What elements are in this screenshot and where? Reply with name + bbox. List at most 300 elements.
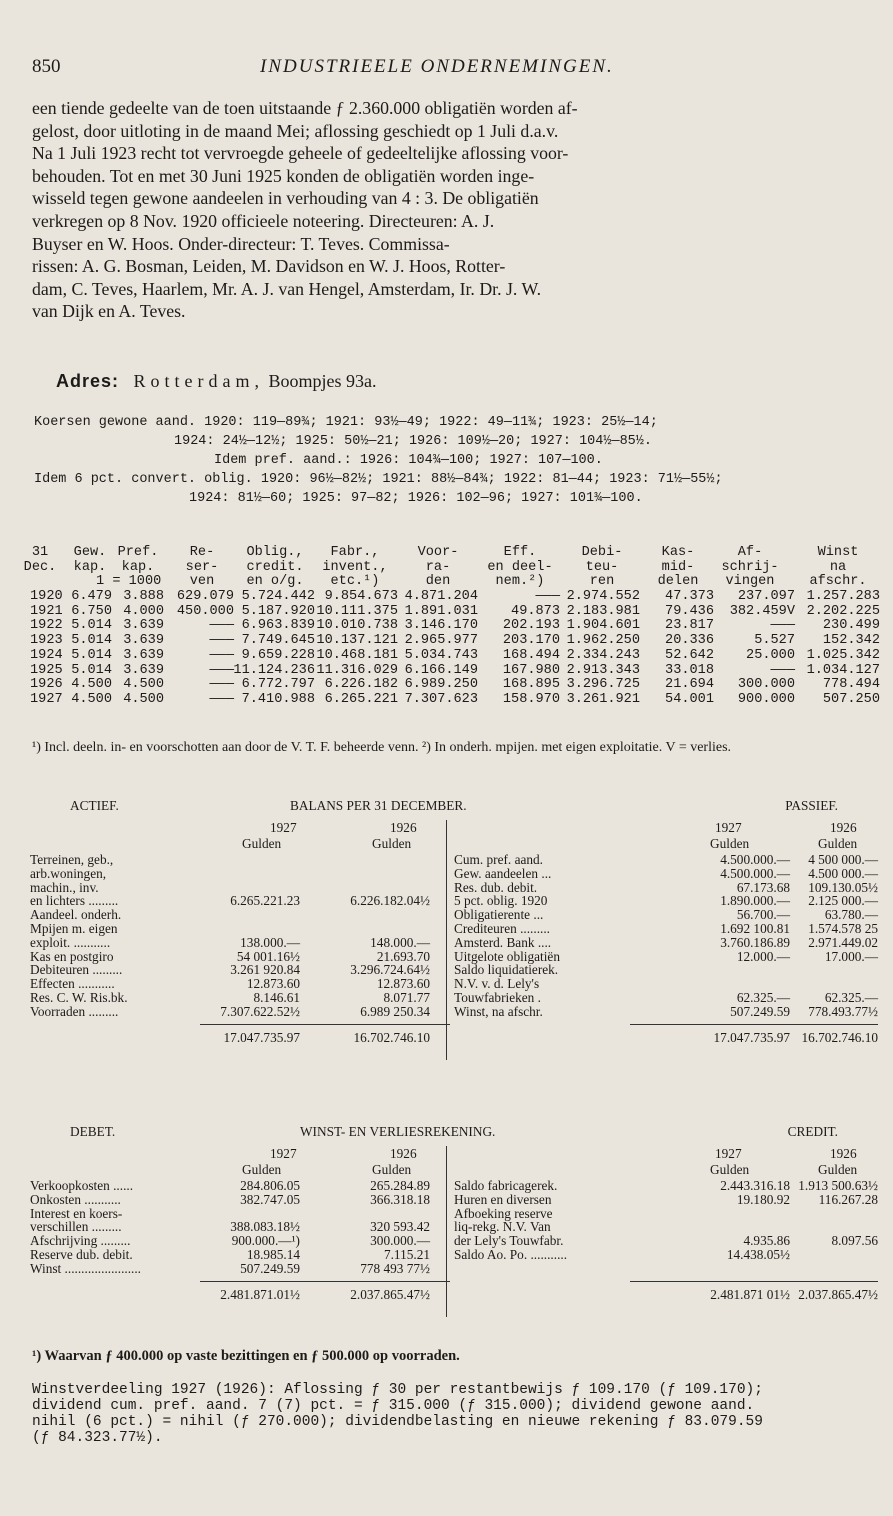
amount-current: 12.873.60 — [246, 976, 300, 992]
year-row — [30, 1146, 878, 1162]
column-header: invent., — [322, 559, 388, 575]
amount-current: 14.438.05½ — [726, 1246, 790, 1262]
amount-current: 54 001.16½ — [236, 948, 300, 964]
table-cell: 49.873 — [511, 603, 560, 619]
table-cell: 203.170 — [502, 633, 560, 649]
total-amount: 2.037.865.47½ — [350, 1286, 430, 1302]
table-cell: 450.000 — [176, 603, 234, 619]
debit-item: Afschrijving ......... — [30, 1233, 131, 1249]
intro-line: wisseld tegen gewone aandeelen in verhouding van 4 : 3. De obligatiën — [32, 188, 539, 209]
debit-item: Effecten ........... — [30, 976, 115, 992]
table-cell: 5.724.442 — [241, 589, 315, 605]
amount-previous: 17.000.— — [824, 948, 878, 964]
year-label: 1926 — [390, 820, 417, 835]
table-cell: 4.871.204 — [404, 589, 478, 605]
account-line — [30, 893, 878, 907]
table-cell: 9.854.673 — [324, 589, 398, 605]
account-line — [30, 852, 878, 866]
table-cell: 4.500 — [123, 691, 164, 707]
amount-current: 388.083.18½ — [230, 1219, 300, 1235]
column-header: Debi- — [581, 545, 623, 560]
page-number: 850 — [32, 56, 61, 77]
unit-row — [30, 1162, 878, 1178]
debit-item: arb.woningen, — [30, 865, 107, 881]
column-header: delen — [657, 574, 699, 590]
column-header: Re- — [189, 545, 215, 560]
column-header: teu- — [585, 559, 619, 575]
amount-previous: 116.267.28 — [818, 1191, 878, 1207]
account-line — [30, 880, 878, 894]
credit-item: Res. dub. debit. — [454, 879, 538, 895]
column-header: mid- — [661, 559, 695, 575]
credit-item: Uitgelote obligatiën — [454, 948, 560, 964]
amount-current: 900.000.—¹) — [231, 1233, 300, 1249]
credit-item: Crediteuren ......... — [454, 920, 551, 936]
table-header-row — [30, 546, 878, 561]
amount-previous: 1.913 500.63½ — [798, 1178, 878, 1193]
debit-item: Terreinen, geb., — [30, 852, 114, 867]
table-cell: 1924 — [30, 647, 63, 663]
distribution-line: (ƒ 84.323.77½). — [32, 1430, 163, 1446]
amount-current: 8.146.61 — [253, 989, 300, 1005]
right-heading: PASSIEF. — [785, 798, 838, 813]
column-header: Fabr., — [330, 545, 380, 560]
table-cell: 6.479 — [71, 589, 112, 605]
account-line — [30, 1261, 878, 1275]
total-amount: 17.047.735.97 — [713, 1029, 790, 1045]
account-heading — [30, 798, 878, 820]
total-amount: 16.702.746.10 — [801, 1029, 878, 1045]
table-cell: 168.494 — [502, 647, 560, 663]
table-cell: 300.000 — [737, 677, 795, 693]
column-header: Gew. — [73, 545, 107, 560]
table-cell: 54.001 — [665, 691, 714, 707]
table-cell: 6.265.221 — [324, 691, 398, 707]
column-header: ra- — [425, 559, 451, 575]
amount-current: 3.261 920.84 — [230, 962, 300, 978]
column-header: kap. — [121, 559, 155, 575]
debit-item: exploit. ........... — [30, 934, 111, 950]
amount-current: 7.307.622.52½ — [220, 1003, 300, 1019]
total-amount: 2.481.871 01½ — [710, 1286, 790, 1302]
table-cell: 1.891.031 — [404, 603, 478, 619]
table-cell: 1921 — [30, 603, 63, 619]
table-cell: 202.193 — [502, 618, 560, 634]
account-line — [30, 1219, 878, 1233]
table-row — [30, 649, 878, 664]
pl-footnote: ¹) Waarvan ƒ 400.000 op vaste bezittingen en ƒ 500.000 op voorraden. — [32, 1348, 460, 1364]
running-title: INDUSTRIEELE ONDERNEMINGEN. — [260, 56, 614, 77]
table-cell: 10.010.738 — [316, 618, 398, 634]
unit-label: Gulden — [242, 1162, 282, 1177]
table-cell: 5.014 — [71, 647, 112, 663]
column-header: ven — [189, 574, 215, 590]
amount-previous: 8.097.56 — [831, 1233, 878, 1249]
table-cell: 1922 — [30, 618, 63, 634]
table-cell: 5.034.743 — [404, 647, 478, 663]
amount-current: 1.890.000.— — [720, 893, 790, 909]
table-cell: ——— — [535, 589, 560, 605]
table-cell: ——— — [209, 677, 234, 693]
table-cell: 167.980 — [502, 662, 560, 678]
amount-current: 4.500.000.— — [720, 865, 790, 881]
column-header: Winst — [817, 545, 859, 560]
column-header: Pref. — [117, 545, 159, 560]
amount-current: 56.700.— — [736, 907, 790, 923]
intro-line: verkregen op 8 Nov. 1920 officieele noteering. Directeuren: A. J. — [32, 210, 495, 231]
credit-item: Saldo liquidatierek. — [454, 962, 559, 978]
amount-current: 62.325.— — [736, 989, 790, 1005]
column-header: 31 — [31, 545, 49, 560]
table-cell: 20.336 — [665, 633, 714, 649]
amount-current: 507.249.59 — [240, 1260, 300, 1276]
table-cell: ——— — [209, 618, 234, 634]
amount-previous: 2.971.449.02 — [808, 934, 878, 950]
table-cell: 5.014 — [71, 618, 112, 634]
column-header: Af- — [737, 545, 763, 560]
table-cell: ——— — [770, 618, 795, 634]
table-cell: 3.888 — [123, 589, 164, 605]
table-cell: ——— — [209, 647, 234, 663]
debit-item: Kas en postgiro — [30, 948, 114, 964]
column-header: Eff. — [503, 545, 537, 560]
price-line: Idem 6 pct. convert. oblig. 1920: 96½—82½; 1921: 88½—84¾; 1922: 81—44; 1923: 71½—55½; — [34, 472, 723, 487]
table-row — [30, 693, 878, 708]
table-cell: 25.000 — [746, 647, 795, 663]
column-header: ren — [589, 574, 615, 590]
amount-previous: 778.493.77½ — [808, 1003, 878, 1019]
credit-item: Amsterd. Bank .... — [454, 934, 552, 950]
debit-item: Aandeel. onderh. — [30, 907, 122, 923]
year-label: 1927 — [715, 1146, 742, 1161]
totals-row — [30, 1287, 878, 1303]
column-divider — [446, 1146, 447, 1317]
table-header-row — [30, 575, 878, 590]
amount-current: 12.000.— — [736, 948, 790, 964]
table-cell: 3.639 — [123, 633, 164, 649]
table-cell: 2.965.977 — [404, 633, 478, 649]
address-place: Rotterdam, — [133, 371, 264, 391]
unit-label: Gulden — [818, 836, 858, 851]
credit-item: 5 pct. oblig. 1920 — [454, 893, 548, 909]
amount-previous: 7.115.21 — [383, 1246, 430, 1262]
table-row — [30, 605, 878, 620]
column-header: etc.¹) — [330, 574, 380, 590]
table-cell: 5.527 — [754, 633, 795, 649]
amount-previous: 320 593.42 — [370, 1219, 430, 1235]
intro-line: rissen: A. G. Bosman, Leiden, M. Davidson en W. J. Hoos, Rotter- — [32, 256, 506, 277]
unit-note: 1 = 1000 — [96, 574, 162, 590]
credit-item: Gew. aandeelen ... — [454, 865, 552, 881]
table-cell: 9.659.228 — [241, 647, 315, 663]
year-row — [30, 820, 878, 836]
amount-previous: 109.130.05½ — [808, 879, 878, 895]
price-line: 1924: 24½—12½; 1925: 50½—21; 1926: 109½—20; 1927: 104½—85½. — [174, 434, 652, 449]
table-cell: 3.639 — [123, 647, 164, 663]
balance-sheet — [30, 798, 878, 1046]
table-cell: 4.000 — [123, 603, 164, 619]
table-cell: 1.025.342 — [806, 647, 880, 663]
table-cell: 7.749.645 — [241, 633, 315, 649]
left-heading: DEBET. — [70, 1124, 116, 1139]
table-cell: 3.146.170 — [404, 618, 478, 634]
account-line — [30, 1233, 878, 1247]
left-heading: ACTIEF. — [70, 798, 119, 813]
table-cell: 168.895 — [502, 677, 560, 693]
amount-current: 18.985.14 — [246, 1246, 300, 1262]
table-cell: 3.296.725 — [566, 677, 640, 693]
table-row — [30, 634, 878, 649]
table-cell: ——— — [209, 633, 234, 649]
address-label: Adres: — [56, 371, 120, 391]
column-header: en o/g. — [246, 574, 304, 590]
account-line — [30, 921, 878, 935]
year-label: 1926 — [390, 1146, 417, 1161]
table-cell: 10.468.181 — [316, 647, 398, 663]
column-header: den — [425, 574, 451, 590]
table-cell: 6.166.149 — [404, 662, 478, 678]
table-cell: 778.494 — [822, 677, 880, 693]
table-cell: 1926 — [30, 677, 63, 693]
intro-line: Buyser en W. Hoos. Onder-directeur: T. Teves. Commissa- — [32, 233, 450, 254]
column-header: vingen — [725, 574, 775, 590]
table-cell: 5.187.920 — [241, 603, 315, 619]
total-amount: 2.481.871.01½ — [220, 1286, 300, 1302]
financial-history-table — [23, 545, 880, 708]
amount-previous: 3.296.724.64½ — [350, 962, 430, 978]
unit-label: Gulden — [710, 836, 750, 851]
debit-item: Voorraden ......... — [30, 1003, 119, 1019]
table-cell: 900.000 — [737, 691, 795, 707]
amount-previous: 21.693.70 — [376, 948, 430, 964]
amount-current: 284.806.05 — [240, 1178, 300, 1193]
table-cell: 1.034.127 — [806, 662, 880, 678]
address-street: Boompjes 93a. — [268, 371, 377, 391]
amount-current: 3.760.186.89 — [720, 934, 790, 950]
table-cell: 507.250 — [822, 691, 880, 707]
price-line: Idem pref. aand.: 1926: 104¾—100; 1927: 107—100. — [214, 453, 603, 468]
table-cell: 7.410.988 — [241, 691, 315, 707]
credit-item: Winst, na afschr. — [454, 1003, 543, 1019]
table-cell: 1.962.250 — [566, 633, 640, 649]
table-cell: 1.257.283 — [806, 589, 880, 605]
total-amount: 17.047.735.97 — [223, 1029, 300, 1045]
account-line — [30, 907, 878, 921]
account-line — [30, 962, 878, 976]
table-cell: 10.111.375 — [316, 603, 398, 619]
table-cell: 2.334.243 — [566, 647, 640, 663]
debit-item: Debiteuren ......... — [30, 962, 123, 978]
table-row — [30, 664, 878, 679]
unit-label: Gulden — [710, 1162, 750, 1177]
debit-item: Verkoopkosten ...... — [30, 1178, 134, 1193]
table-cell: 6.226.182 — [324, 677, 398, 693]
amount-previous: 4.500 000.— — [808, 865, 878, 881]
table-cell: 6.989.250 — [404, 677, 478, 693]
column-header: Voor- — [417, 545, 459, 560]
column-header: schrij- — [721, 559, 779, 575]
table-header-row — [23, 559, 878, 576]
credit-item: Afboeking reserve — [454, 1205, 553, 1221]
table-cell: 3.639 — [123, 618, 164, 634]
distribution-line: dividend cum. pref. aand. 7 (7) pct. = ƒ 315.000 (ƒ 315.000); dividend gewone aand. — [32, 1398, 755, 1414]
profit-loss-account — [30, 1124, 878, 1303]
table-cell: 6.750 — [71, 603, 112, 619]
amount-previous: 62.325.— — [824, 989, 878, 1005]
account-line — [30, 1206, 878, 1220]
amount-current: 138.000.— — [240, 934, 300, 950]
table-cell: 6.963.839 — [241, 618, 315, 634]
column-header: Dec. — [23, 559, 57, 575]
column-header: afschr. — [809, 574, 867, 590]
amount-previous: 4 500 000.— — [808, 852, 878, 867]
stock-prices — [34, 413, 880, 508]
table-cell: 23.817 — [665, 618, 714, 634]
credit-item: Cum. pref. aand. — [454, 852, 543, 867]
intro-line: van Dijk en A. Teves. — [32, 301, 186, 322]
amount-current: 4.500.000.— — [720, 852, 790, 867]
account-line — [30, 866, 878, 880]
intro-line: dam, C. Teves, Haarlem, Mr. A. J. van Hengel, Amsterdam, Ir. Dr. J. W. — [32, 278, 542, 299]
table-cell: 1920 — [30, 589, 63, 605]
credit-item: Huren en diversen — [454, 1191, 552, 1207]
table-cell: 11.316.029 — [316, 662, 398, 678]
table-cell: 4.500 — [71, 677, 112, 693]
account-title: WINST- EN VERLIESREKENING. — [300, 1124, 496, 1139]
debit-item: en lichters ......... — [30, 893, 119, 909]
column-header: en deel- — [487, 559, 553, 575]
table-cell: 1927 — [30, 691, 63, 707]
year-label: 1926 — [830, 820, 857, 835]
amount-current: 4.935.86 — [743, 1233, 790, 1249]
column-header: credit. — [246, 559, 304, 575]
amount-previous: 265.284.89 — [370, 1178, 430, 1193]
unit-label: Gulden — [372, 836, 412, 851]
debit-item: verschillen ......... — [30, 1219, 122, 1235]
amount-previous: 12.873.60 — [376, 976, 430, 992]
rule — [630, 1281, 878, 1282]
amount-previous: 63.780.— — [824, 907, 878, 923]
amount-previous: 300.000.— — [370, 1233, 430, 1249]
amount-current: 19.180.92 — [736, 1191, 790, 1207]
unit-row — [30, 836, 878, 852]
table-cell: 2.913.343 — [566, 662, 640, 678]
unit-label: Gulden — [818, 1162, 858, 1177]
table-cell: 237.097 — [737, 589, 795, 605]
table-cell: 152.342 — [822, 633, 880, 649]
credit-item: der Lely's Touwfabr. — [454, 1233, 564, 1249]
credit-item: Touwfabrieken . — [454, 989, 541, 1005]
year-label: 1927 — [270, 1146, 297, 1161]
table-cell: 382.459V — [729, 603, 795, 619]
column-divider — [446, 820, 447, 1060]
table-cell: 11.124.236 — [233, 662, 315, 678]
amount-previous: 1.574.578 25 — [808, 920, 878, 936]
distribution-line: nihil (6 pct.) = nihil (ƒ 270.000); dividendbelasting en nieuwe rekening ƒ 83.079.59 — [32, 1414, 763, 1430]
debit-item: Winst ....................... — [30, 1260, 142, 1276]
table-cell: ——— — [209, 662, 234, 678]
account-line — [30, 1192, 878, 1206]
credit-item: N.V. v. d. Lely's — [454, 976, 540, 992]
credit-item: Saldo Ao. Po. ........... — [454, 1246, 568, 1262]
intro-line: Na 1 Juli 1923 recht tot vervroegde geheele of gedeeltelijke aflossing voor- — [32, 143, 569, 164]
account-title: BALANS PER 31 DECEMBER. — [290, 798, 467, 813]
table-cell: ——— — [770, 662, 795, 678]
column-header: kap. — [73, 559, 107, 575]
rule — [200, 1281, 450, 1282]
table-cell: 4.500 — [123, 677, 164, 693]
amount-previous: 2.125 000.— — [808, 893, 878, 909]
rule — [200, 1024, 450, 1025]
table-cell: ——— — [209, 691, 234, 707]
amount-current: 6.265.221.23 — [230, 893, 300, 909]
account-line — [30, 990, 878, 1004]
amount-previous: 6.989 250.34 — [360, 1003, 430, 1019]
year-label: 1926 — [830, 1146, 857, 1161]
table-cell: 2.183.981 — [566, 603, 640, 619]
intro-line: gelost, door uitloting in de maand Mei; aflossing geschiedt op 1 Juli d.a.v. — [32, 120, 559, 141]
table-row — [30, 619, 878, 634]
table-cell: 47.373 — [665, 589, 714, 605]
table-cell: 7.307.623 — [404, 691, 478, 707]
table-cell: 3.261.921 — [566, 691, 640, 707]
table-cell: 629.079 — [176, 589, 234, 605]
year-label: 1927 — [270, 820, 297, 835]
table-cell: 1.904.601 — [566, 618, 640, 634]
column-header: Oblig., — [246, 545, 304, 560]
totals-row — [30, 1030, 878, 1046]
address — [56, 371, 377, 392]
column-header: ser- — [185, 559, 219, 575]
table-cell: 1923 — [30, 633, 63, 649]
amount-current: 507.249.59 — [730, 1003, 790, 1019]
debit-item: Mpijen m. eigen — [30, 920, 118, 936]
table-cell: 52.642 — [665, 647, 714, 663]
account-heading — [30, 1124, 878, 1146]
amount-previous: 8.071.77 — [383, 989, 430, 1005]
credit-item: Obligatierente ... — [454, 907, 544, 923]
table-cell: 10.137.121 — [316, 633, 398, 649]
distribution-line: Winstverdeeling 1927 (1926): Aflossing ƒ 30 per restantbewijs ƒ 109.170 (ƒ 109.170); — [32, 1382, 763, 1398]
debit-item: Res. C. W. Ris.bk. — [30, 989, 128, 1005]
price-line: 1924: 81½—60; 1925: 97—82; 1926: 102—96; 1927: 101¾—100. — [189, 491, 643, 506]
debit-item: Onkosten ........... — [30, 1191, 121, 1207]
amount-previous: 778 493 77½ — [360, 1260, 430, 1276]
table-cell: 1925 — [30, 662, 63, 678]
amount-previous: 366.318.18 — [370, 1191, 430, 1207]
account-line — [30, 1004, 878, 1018]
table-cell: 4.500 — [71, 691, 112, 707]
total-amount: 2.037.865.47½ — [798, 1286, 878, 1302]
account-line — [30, 935, 878, 949]
account-line — [30, 976, 878, 990]
amount-current: 382.747.05 — [240, 1191, 300, 1207]
amount-current: 67.173.68 — [736, 879, 790, 895]
profit-distribution — [32, 1382, 878, 1446]
table-footnote: ¹) Incl. deeln. in- en voorschotten aan door de V. T. F. beheerde venn. ²) In onderh. mpijen. met eigen exploitatie. V = verlies. — [32, 740, 732, 755]
table-cell: 3.639 — [123, 662, 164, 678]
table-cell: 33.018 — [665, 662, 714, 678]
table-cell: 6.772.797 — [241, 677, 315, 693]
total-amount: 16.702.746.10 — [353, 1029, 430, 1045]
table-cell: 158.970 — [502, 691, 560, 707]
debit-item: Reserve dub. debit. — [30, 1246, 133, 1262]
credit-item: liq-rekg. N.V. Van — [454, 1219, 551, 1235]
credit-item: Saldo fabricagerek. — [454, 1178, 558, 1193]
table-cell: 79.436 — [665, 603, 714, 619]
table-row — [30, 678, 878, 693]
debit-item: Interest en koers- — [30, 1205, 123, 1221]
